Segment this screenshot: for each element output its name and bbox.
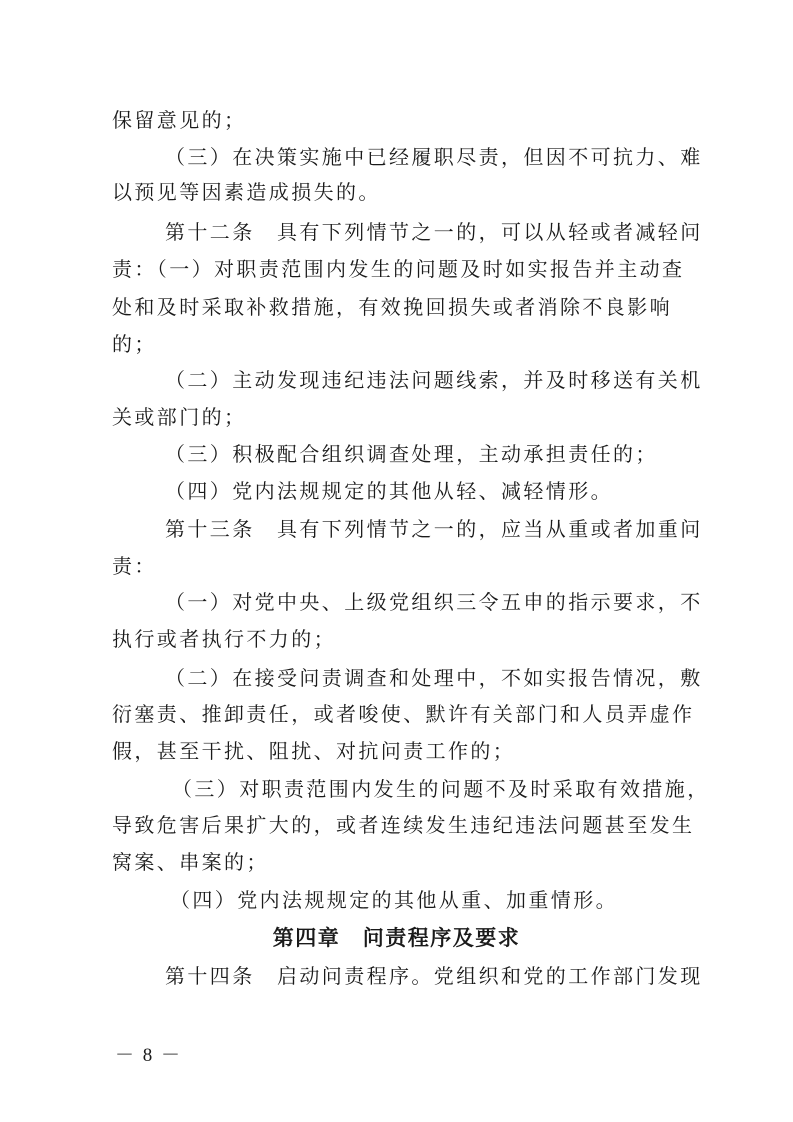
text-line-1: 保留意见的；	[112, 108, 247, 132]
text-line-17: 衍塞责、推卸责任，或者唆使、默许有关部门和人员弄虚作	[112, 702, 695, 726]
text-line-12: 第十三条 具有下列情节之一的，应当从重或者加重问	[165, 517, 703, 541]
text-line-14: （一）对党中央、上级党组织三令五申的指示要求，不	[165, 590, 703, 614]
text-line-16: （二）在接受问责调查和处理中，不如实报告情况，敷	[165, 666, 703, 690]
text-line-3: 以预见等因素造成损失的。	[112, 180, 381, 204]
text-line-10: （三）积极配合组织调查处理，主动承担责任的；	[165, 442, 658, 466]
text-line-23: 第十四条 启动问责程序。党组织和党的工作部门发现	[165, 964, 703, 988]
text-line-7: 的；	[112, 332, 157, 356]
text-line-22: （四）党内法规规定的其他从重、加重情形。	[170, 888, 618, 912]
text-line-8: （二）主动发现违纪违法问题线索，并及时移送有关机	[165, 368, 703, 392]
text-line-18: 假，甚至干扰、阻扰、对抗问责工作的；	[112, 739, 516, 763]
text-line-11: （四）党内法规规定的其他从轻、减轻情形。	[165, 479, 613, 503]
text-line-13: 责：	[112, 554, 157, 578]
text-line-15: 执行或者执行不力的；	[112, 627, 336, 651]
text-line-4: 第十二条 具有下列情节之一的，可以从轻或者减轻问	[165, 220, 703, 244]
page-number: － 8 －	[115, 1045, 183, 1066]
text-line-19: （三）对职责范围内发生的问题不及时采取有效措施，	[172, 777, 710, 801]
text-line-20: 导致危害后果扩大的，或者连续发生违纪违法问题甚至发生	[112, 813, 695, 837]
text-line-21: 窝案、串案的；	[112, 850, 269, 874]
text-line-9: 关或部门的；	[112, 405, 247, 429]
text-line-5: 责：（一）对职责范围内发生的问题及时如实报告并主动查	[112, 257, 685, 281]
text-line-2: （三）在决策实施中已经履职尽责，但因不可抗力、难	[165, 145, 703, 169]
text-line-6: 处和及时采取补救措施，有效挽回损失或者消除不良影响	[112, 295, 672, 319]
chapter-heading: 第四章 问责程序及要求	[272, 926, 521, 950]
